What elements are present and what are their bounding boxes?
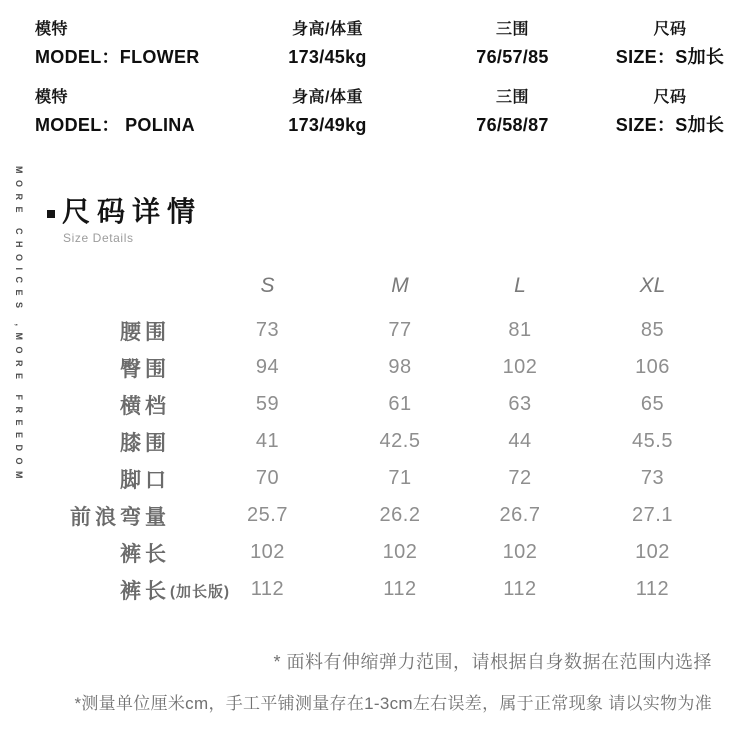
height-weight-cell bbox=[235, 88, 420, 135]
measurements-cell bbox=[420, 88, 605, 135]
cell-value: 42.5 bbox=[379, 430, 421, 452]
cell-value: 77 bbox=[388, 319, 412, 341]
measurements-cell bbox=[420, 20, 605, 67]
model-name: MODEL： POLINA bbox=[35, 115, 195, 135]
column-header-s: S bbox=[260, 274, 275, 297]
cell-value: 102 bbox=[502, 541, 538, 563]
table-row-pants-length bbox=[0, 534, 750, 571]
note-measurement-tolerance: *测量单位厘米cm，手工平铺测量存在1-3cm左右误差，属于正常现象 请以实物为准 bbox=[74, 694, 712, 713]
cell-value: 26.7 bbox=[499, 504, 541, 526]
table-row-waist bbox=[0, 312, 750, 349]
cell-value: 85 bbox=[640, 319, 665, 341]
cell-value: 26.2 bbox=[379, 504, 421, 526]
size-table bbox=[0, 266, 750, 608]
row-label bbox=[0, 353, 185, 383]
cell-value: 61 bbox=[388, 393, 412, 415]
column-header-xl: XL bbox=[639, 274, 666, 297]
cell-value: 27.1 bbox=[632, 504, 673, 526]
model-label: 模特 bbox=[35, 21, 69, 38]
size-cell bbox=[605, 20, 735, 67]
cell-value: 112 bbox=[635, 578, 670, 600]
row-label-suffix: (加长版) bbox=[170, 582, 230, 600]
size-value: SIZE：S加长 bbox=[615, 115, 725, 135]
size-cell bbox=[605, 88, 735, 135]
model-name-cell bbox=[35, 20, 235, 67]
cell-value: 59 bbox=[255, 393, 280, 415]
row-label bbox=[0, 538, 185, 568]
row-label bbox=[0, 464, 185, 494]
cell-value: 102 bbox=[250, 541, 285, 563]
model-row-flower bbox=[0, 20, 750, 67]
row-label-text: 裤长 bbox=[120, 579, 170, 603]
column-header-m: M bbox=[391, 274, 409, 297]
table-row-knee bbox=[0, 423, 750, 460]
column-header-l: L bbox=[514, 274, 526, 297]
cell-value: 63 bbox=[508, 393, 532, 415]
row-label bbox=[0, 390, 185, 420]
measurements-label: 三围 bbox=[495, 89, 529, 106]
model-name-cell bbox=[35, 88, 235, 135]
cell-value: 81 bbox=[508, 319, 532, 341]
section-subtitle: Size Details bbox=[63, 231, 134, 245]
measurements-value: 76/57/85 bbox=[476, 47, 549, 67]
cell-value: 94 bbox=[255, 356, 280, 378]
height-weight-cell bbox=[235, 20, 420, 67]
cell-value: 112 bbox=[250, 578, 285, 600]
size-label: 尺码 bbox=[653, 21, 687, 38]
row-label-text: 脚口 bbox=[120, 468, 170, 492]
row-label bbox=[0, 316, 185, 346]
cell-value: 25.7 bbox=[247, 504, 288, 526]
row-label-text: 横档 bbox=[120, 394, 170, 418]
cell-value: 72 bbox=[508, 467, 532, 489]
measurements-value: 76/58/87 bbox=[476, 115, 549, 135]
row-label-text: 腰围 bbox=[120, 320, 170, 344]
size-value: SIZE：S加长 bbox=[615, 47, 725, 67]
row-label-text: 前浪弯量 bbox=[70, 505, 170, 529]
cell-value: 71 bbox=[388, 467, 412, 489]
row-label bbox=[0, 501, 185, 531]
section-title: 尺码详情 bbox=[62, 196, 203, 227]
cell-value: 65 bbox=[640, 393, 665, 415]
table-row-hip bbox=[0, 349, 750, 386]
table-row-pants-length-extended bbox=[0, 571, 750, 608]
row-label-text: 裤长 bbox=[120, 542, 170, 566]
cell-value: 73 bbox=[640, 467, 665, 489]
cell-value: 98 bbox=[388, 356, 412, 378]
cell-value: 44 bbox=[508, 430, 532, 452]
cell-value: 102 bbox=[635, 541, 670, 563]
cell-value: 102 bbox=[502, 356, 538, 378]
cell-value: 73 bbox=[255, 319, 280, 341]
height-weight-label: 身高/体重 bbox=[292, 89, 363, 106]
table-header-row bbox=[0, 266, 750, 306]
cell-value: 41 bbox=[255, 430, 280, 452]
model-name: MODEL：FLOWER bbox=[35, 47, 200, 67]
cell-value: 112 bbox=[503, 578, 537, 600]
note-stretch-range: * 面料有伸缩弹力范围，请根据自身数据在范围内选择 bbox=[273, 652, 712, 672]
model-row-polina bbox=[0, 88, 750, 135]
row-label bbox=[0, 427, 185, 457]
vertical-slogan: MORE CHOICES ,MORE FREEDOM bbox=[14, 166, 24, 486]
cell-value: 102 bbox=[382, 541, 418, 563]
model-label: 模特 bbox=[35, 89, 69, 106]
cell-value: 106 bbox=[635, 356, 670, 378]
row-label bbox=[0, 575, 230, 605]
table-row-crotch-width bbox=[0, 386, 750, 423]
square-bullet-icon bbox=[47, 210, 55, 218]
height-weight-value: 173/45kg bbox=[288, 47, 367, 67]
cell-value: 70 bbox=[255, 467, 280, 489]
row-label-text: 臀围 bbox=[120, 357, 170, 381]
measurements-label: 三围 bbox=[495, 21, 529, 38]
table-row-leg-opening bbox=[0, 460, 750, 497]
model-info-section bbox=[0, 20, 750, 156]
height-weight-value: 173/49kg bbox=[288, 115, 367, 135]
size-label: 尺码 bbox=[653, 89, 687, 106]
height-weight-label: 身高/体重 bbox=[292, 21, 363, 38]
cell-value: 45.5 bbox=[632, 430, 673, 452]
row-label-text: 膝围 bbox=[120, 431, 170, 455]
cell-value: 112 bbox=[383, 578, 417, 600]
table-row-front-rise bbox=[0, 497, 750, 534]
